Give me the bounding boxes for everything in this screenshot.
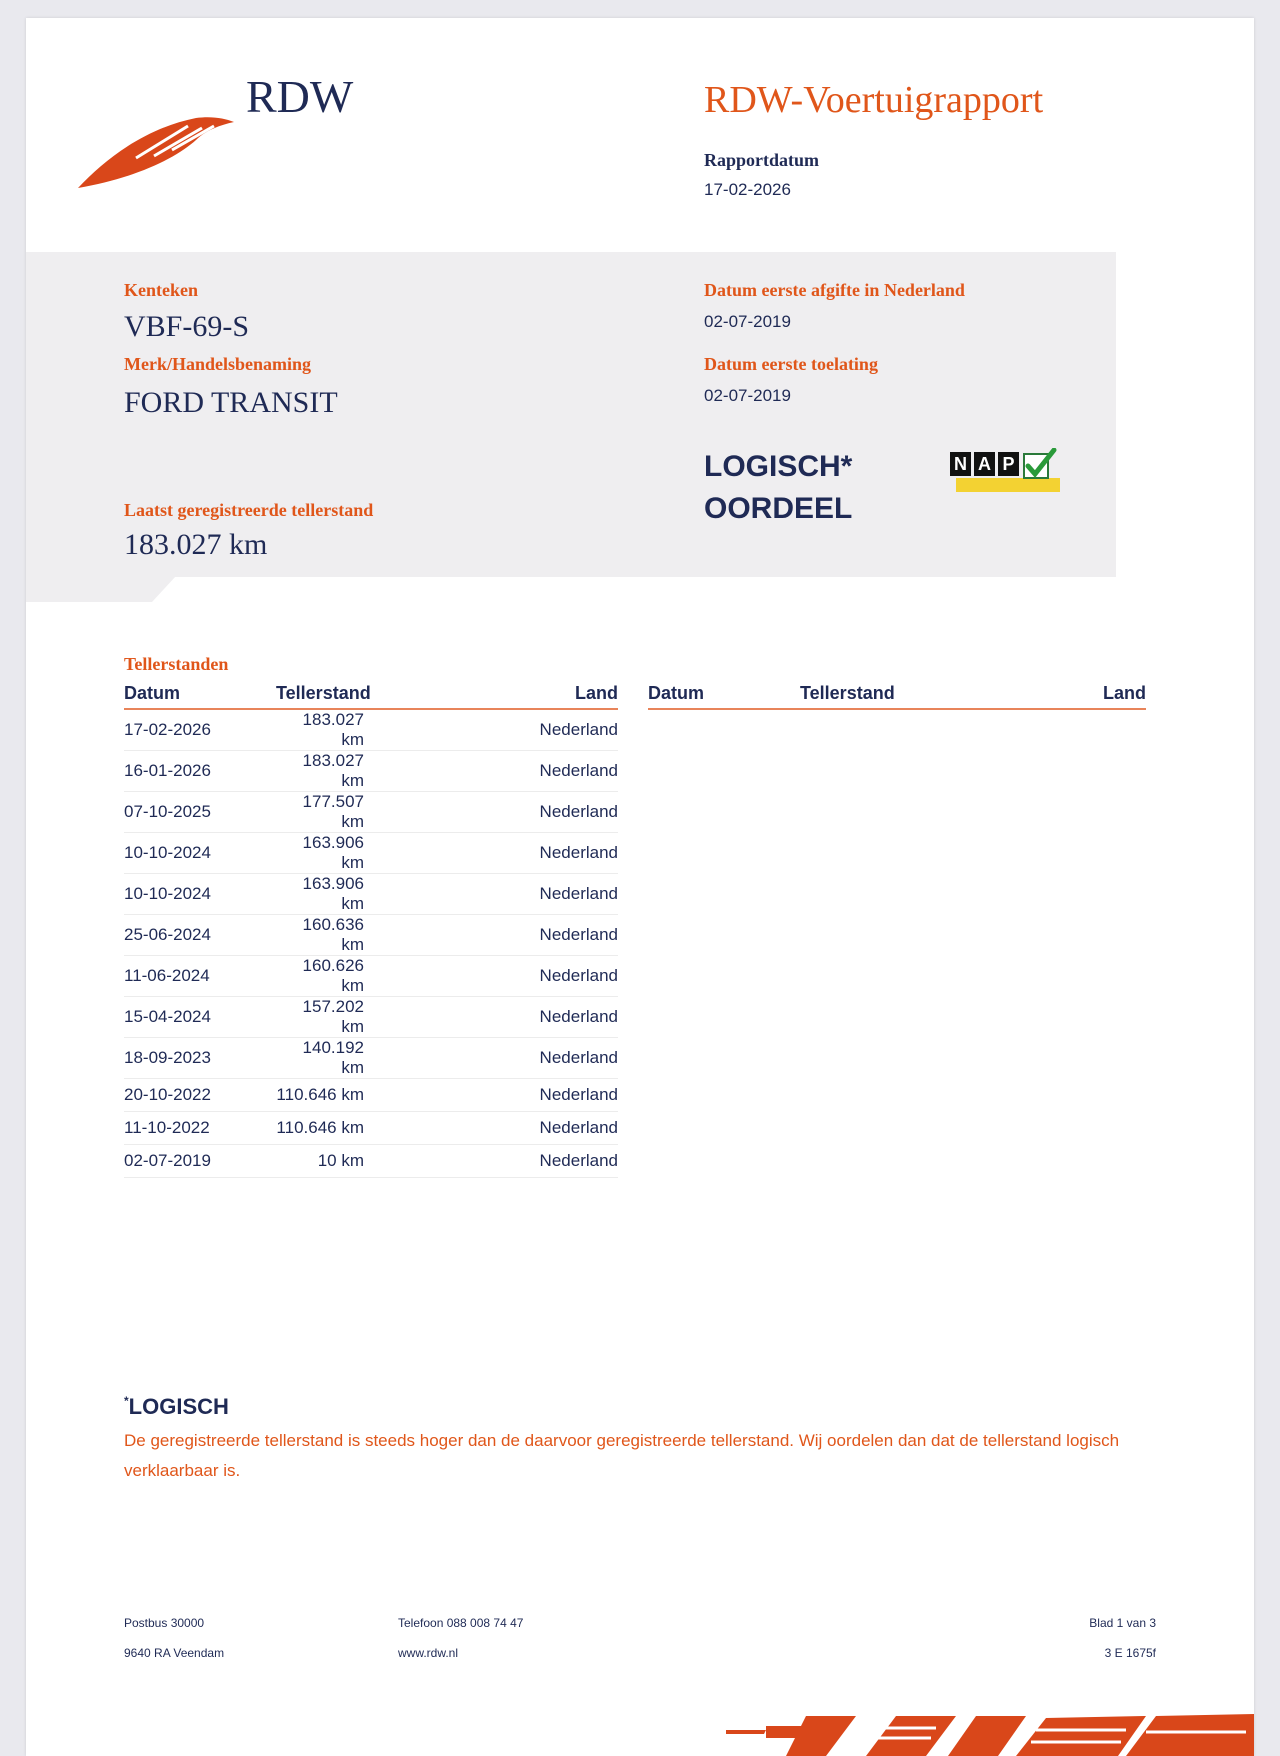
- nap-logo: [950, 448, 1060, 492]
- merk-value: FORD TRANSIT: [124, 386, 338, 419]
- rdw-logo-icon: [76, 98, 236, 188]
- note-title: [124, 1394, 229, 1420]
- table-row: [124, 956, 618, 997]
- panel-tab-shape: [26, 576, 186, 604]
- col-datum: Datum: [124, 682, 276, 709]
- cell-datum: 25-06-2024: [124, 915, 276, 956]
- rapportdatum-label: Rapportdatum: [704, 150, 820, 170]
- cell-datum: 07-10-2025: [124, 792, 276, 833]
- cell-tellerstand: 183.027 km: [276, 751, 372, 792]
- cell-datum: 20-10-2022: [124, 1079, 276, 1112]
- cell-tellerstand: 160.636 km: [276, 915, 372, 956]
- kenteken-label: Kenteken: [124, 280, 198, 300]
- nap-letter-p: P: [998, 452, 1019, 476]
- cell-land: Nederland: [372, 997, 618, 1038]
- cell-land: Nederland: [372, 874, 618, 915]
- cell-land: Nederland: [372, 833, 618, 874]
- verdict: [704, 446, 852, 530]
- verdict-line2: OORDEEL: [704, 492, 853, 525]
- cell-tellerstand: 140.192 km: [276, 1038, 372, 1079]
- report-page: [26, 18, 1254, 1756]
- cell-land: Nederland: [372, 915, 618, 956]
- tellerstand-value: 183.027 km: [124, 528, 268, 561]
- table-row: [124, 997, 618, 1038]
- cell-land: Nederland: [372, 1038, 618, 1079]
- tellerstanden-table-left: [124, 682, 618, 1178]
- cell-datum: 18-09-2023: [124, 1038, 276, 1079]
- col-tellerstand: Tellerstand: [276, 682, 372, 709]
- afgifte-value: 02-07-2019: [704, 312, 791, 331]
- col-land-right: Land: [950, 682, 1146, 709]
- cell-datum: 11-10-2022: [124, 1112, 276, 1145]
- table-row: [124, 1079, 618, 1112]
- cell-tellerstand: 163.906 km: [276, 833, 372, 874]
- cell-tellerstand: 110.646 km: [276, 1079, 372, 1112]
- verdict-line1: LOGISCH*: [704, 450, 853, 483]
- cell-tellerstand: 157.202 km: [276, 997, 372, 1038]
- tellerstanden-title: Tellerstanden: [124, 654, 229, 674]
- cell-datum: 15-04-2024: [124, 997, 276, 1038]
- cell-tellerstand: 163.906 km: [276, 874, 372, 915]
- nap-letter-a: A: [974, 452, 995, 476]
- cell-datum: 02-07-2019: [124, 1145, 276, 1178]
- cell-tellerstand: 160.626 km: [276, 956, 372, 997]
- merk-label: Merk/Handelsbenaming: [124, 354, 312, 374]
- cell-land: Nederland: [372, 1079, 618, 1112]
- cell-land: Nederland: [372, 792, 618, 833]
- cell-land: Nederland: [372, 751, 618, 792]
- footer-phone: Telefoon 088 008 74 47: [398, 1616, 524, 1630]
- cell-land: Nederland: [372, 956, 618, 997]
- table-row: [124, 833, 618, 874]
- cell-datum: 10-10-2024: [124, 874, 276, 915]
- check-icon: [1022, 448, 1058, 482]
- col-tellerstand-right: Tellerstand: [800, 682, 950, 709]
- footer-address2: 9640 RA Veendam: [124, 1646, 225, 1660]
- col-land: Land: [372, 682, 618, 709]
- cell-tellerstand: 183.027 km: [276, 709, 372, 751]
- cell-tellerstand: 110.646 km: [276, 1112, 372, 1145]
- cell-land: Nederland: [372, 1112, 618, 1145]
- cell-datum: 17-02-2026: [124, 709, 276, 751]
- note-asterisk: *: [124, 1394, 129, 1408]
- logo-text: RDW: [246, 71, 354, 122]
- kenteken-value: VBF-69-S: [124, 310, 250, 343]
- cell-land: Nederland: [372, 1145, 618, 1178]
- tellerstand-label: Laatst geregistreerde tellerstand: [124, 500, 374, 520]
- table-row: [124, 751, 618, 792]
- tellerstanden-table-right: [648, 682, 1146, 710]
- cell-land: Nederland: [372, 709, 618, 751]
- table-row: [124, 792, 618, 833]
- report-title: RDW-Voertuigrapport: [704, 79, 1044, 121]
- note-title-text: LOGISCH: [128, 1394, 229, 1419]
- footer-code: 3 E 1675f: [1104, 1646, 1156, 1660]
- table-row: [124, 874, 618, 915]
- table-row: [124, 709, 618, 751]
- toelating-label: Datum eerste toelating: [704, 354, 878, 374]
- cell-datum: 10-10-2024: [124, 833, 276, 874]
- cell-tellerstand: 177.507 km: [276, 792, 372, 833]
- footer-web: www.rdw.nl: [398, 1646, 459, 1660]
- note-text: De geregistreerde tellerstand is steeds hoger dan de daarvoor geregistreerde tellerstand. Wij oordelen dan dat de tellerstand logisch verklaarbaar is.: [124, 1431, 1120, 1480]
- table-row: [124, 1112, 618, 1145]
- cell-tellerstand: 10 km: [276, 1145, 372, 1178]
- nap-letter-n: N: [950, 452, 971, 476]
- cell-datum: 16-01-2026: [124, 751, 276, 792]
- footer-page: Blad 1 van 3: [1089, 1616, 1156, 1630]
- table-row: [124, 915, 618, 956]
- table-row: [124, 1145, 618, 1178]
- afgifte-label: Datum eerste afgifte in Nederland: [704, 280, 965, 300]
- footer-address1: Postbus 30000: [124, 1616, 205, 1630]
- footer-stripes-icon: [726, 1708, 1254, 1756]
- cell-datum: 11-06-2024: [124, 956, 276, 997]
- toelating-value: 02-07-2019: [704, 386, 791, 405]
- col-datum-right: Datum: [648, 682, 800, 709]
- rapportdatum-value: 17-02-2026: [704, 180, 791, 199]
- table-row: [124, 1038, 618, 1079]
